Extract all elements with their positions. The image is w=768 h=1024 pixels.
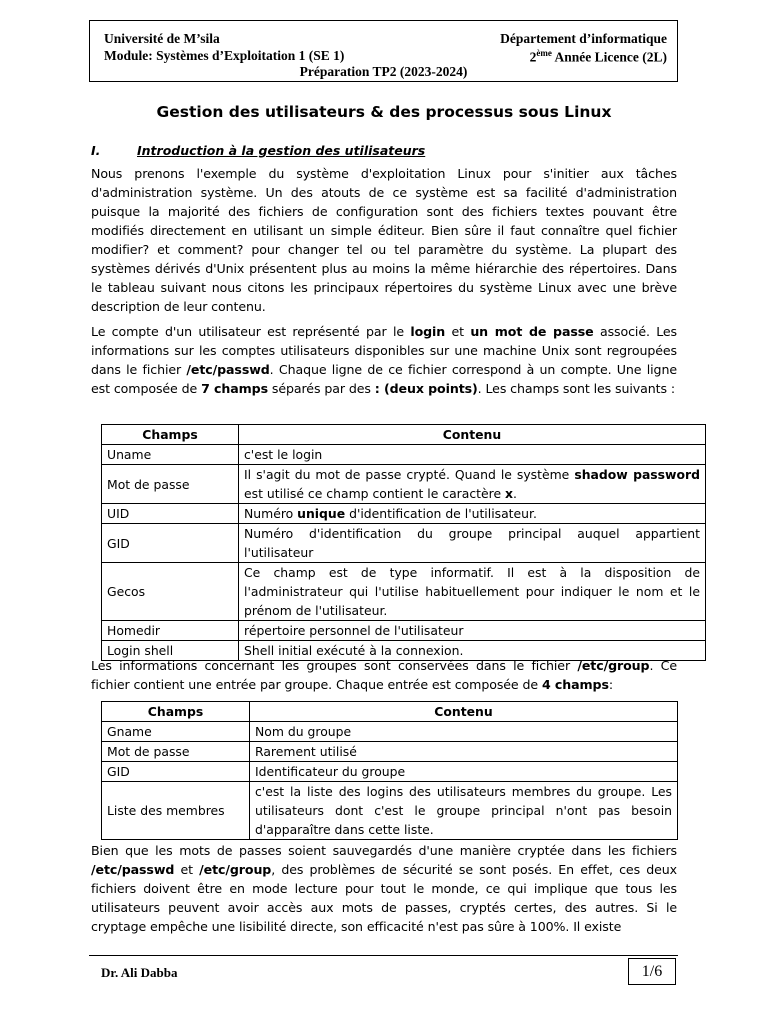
field-name: Gname xyxy=(102,722,250,742)
field-name: GID xyxy=(102,524,239,563)
field-content: Identificateur du groupe xyxy=(250,762,678,782)
section-heading xyxy=(91,143,425,158)
field-name: Liste des membres xyxy=(102,782,250,840)
field-content: c'est la liste des logins des utilisateurs membres du groupe. Les utilisateurs dont c'est le groupe principal n'ont pas besoin d'apparaître dans cette liste. xyxy=(250,782,678,840)
department-name: Département d’informatique xyxy=(500,31,667,46)
field-name: Gecos xyxy=(102,563,239,621)
footer-author: Dr. Ali Dabba xyxy=(101,965,178,980)
section-title: Introduction à la gestion des utilisateurs xyxy=(137,143,426,158)
table-row xyxy=(102,762,678,782)
field-name: Mot de passe xyxy=(102,742,250,762)
field-content: Numéro d'identification du groupe principal auquel appartient l'utilisateur xyxy=(239,524,706,563)
column-header: Contenu xyxy=(239,425,706,445)
field-content: répertoire personnel de l'utilisateur xyxy=(239,621,706,641)
field-name: Login shell xyxy=(102,641,239,661)
page-number: 1/6 xyxy=(628,958,676,985)
table-row xyxy=(102,782,678,840)
field-content: Numéro unique d'identification de l'utilisateur. xyxy=(239,504,706,524)
column-header: Contenu xyxy=(250,702,678,722)
footer-divider xyxy=(89,955,678,956)
academic-level: 2ème Année Licence (2L) xyxy=(529,48,667,65)
prep-label: Préparation TP2 (2023-2024) xyxy=(299,64,468,79)
table-row xyxy=(102,445,706,465)
group-paragraph: Les informations concernant les groupes sont conservées dans le fichier /etc/group. Ce fichier contient une entrée par groupe. Chaque entrée est composée de 4 champs: xyxy=(91,658,677,692)
table-header-row xyxy=(102,425,706,445)
field-content: Nom du groupe xyxy=(250,722,678,742)
column-header: Champs xyxy=(102,425,239,445)
intro-paragraph: Nous prenons l'exemple du système d'exploitation Linux pour s'initier aux tâches d'administration système. Un des atouts de ce système est sa facilité d'administration puisque la majorité des fichiers de configuration sont des fichiers textes pouvant être modifiés directement en utilisant un simple éditeur. Bien sûre il faut connaître quel fichier modifier? et comment? pour changer tel ou tel paramètre du système. La plupart des systèmes dérivés d'Unix présentent plus au moins la même hiérarchie des répertoires. Dans le tableau suivant nous citons les principaux répertoires du système Linux avec une brève description de leur contenu. xyxy=(91,166,677,314)
field-content: Rarement utilisé xyxy=(250,742,678,762)
field-name: Mot de passe xyxy=(102,465,239,504)
table-row xyxy=(102,621,706,641)
module-name: Module: Systèmes d’Exploitation 1 (SE 1) xyxy=(104,48,345,63)
section-number: I. xyxy=(91,143,101,158)
field-content: Ce champ est de type informatif. Il est à la disposition de l'administrateur qui l'utilise habituellement pour indiquer le nom et le prénom de l'utilisateur. xyxy=(239,563,706,621)
group-fields-table xyxy=(101,701,678,840)
table-header-row xyxy=(102,702,678,722)
table-row xyxy=(102,722,678,742)
document-title: Gestion des utilisateurs & des processus sous Linux xyxy=(156,103,612,121)
document-header xyxy=(89,20,678,82)
field-name: UID xyxy=(102,504,239,524)
passwd-fields-table xyxy=(101,424,706,661)
table-row xyxy=(102,465,706,504)
field-name: Homedir xyxy=(102,621,239,641)
field-name: Uname xyxy=(102,445,239,465)
field-content: Il s'agit du mot de passe crypté. Quand le système shadow password est utilisé ce champ contient le caractère x. xyxy=(239,465,706,504)
field-name: GID xyxy=(102,762,250,782)
field-content: Shell initial exécuté à la connexion. xyxy=(239,641,706,661)
column-header: Champs xyxy=(102,702,250,722)
table-row xyxy=(102,742,678,762)
table-row xyxy=(102,563,706,621)
security-paragraph: Bien que les mots de passes soient sauvegardés d'une manière cryptée dans les fichiers /etc/passwd et /etc/group, des problèmes de sécurité se sont posés. En effet, ces deux fichiers doivent être en mode lecture pour tout le monde, ce qui implique que tous les utilisateurs peuvent avoir accès aux mots de passes, cryptés certes, des autres. Si le cryptage empêche une lisibilité directe, son efficacité n'est pas sûre à 100%. Il existe xyxy=(91,843,677,934)
table-row xyxy=(102,504,706,524)
table-row xyxy=(102,524,706,563)
field-content: c'est le login xyxy=(239,445,706,465)
university-name: Université de M’sila xyxy=(104,31,220,46)
account-paragraph: Le compte d'un utilisateur est représenté par le login et un mot de passe associé. Les informations sur les comptes utilisateurs disponibles sur une machine Unix sont regroupées dans le fichier /etc/passwd. Chaque ligne de ce fichier correspond à un compte. Une ligne est composée de 7 champs séparés par des : (deux points). Les champs sont les suivants : xyxy=(91,324,678,396)
